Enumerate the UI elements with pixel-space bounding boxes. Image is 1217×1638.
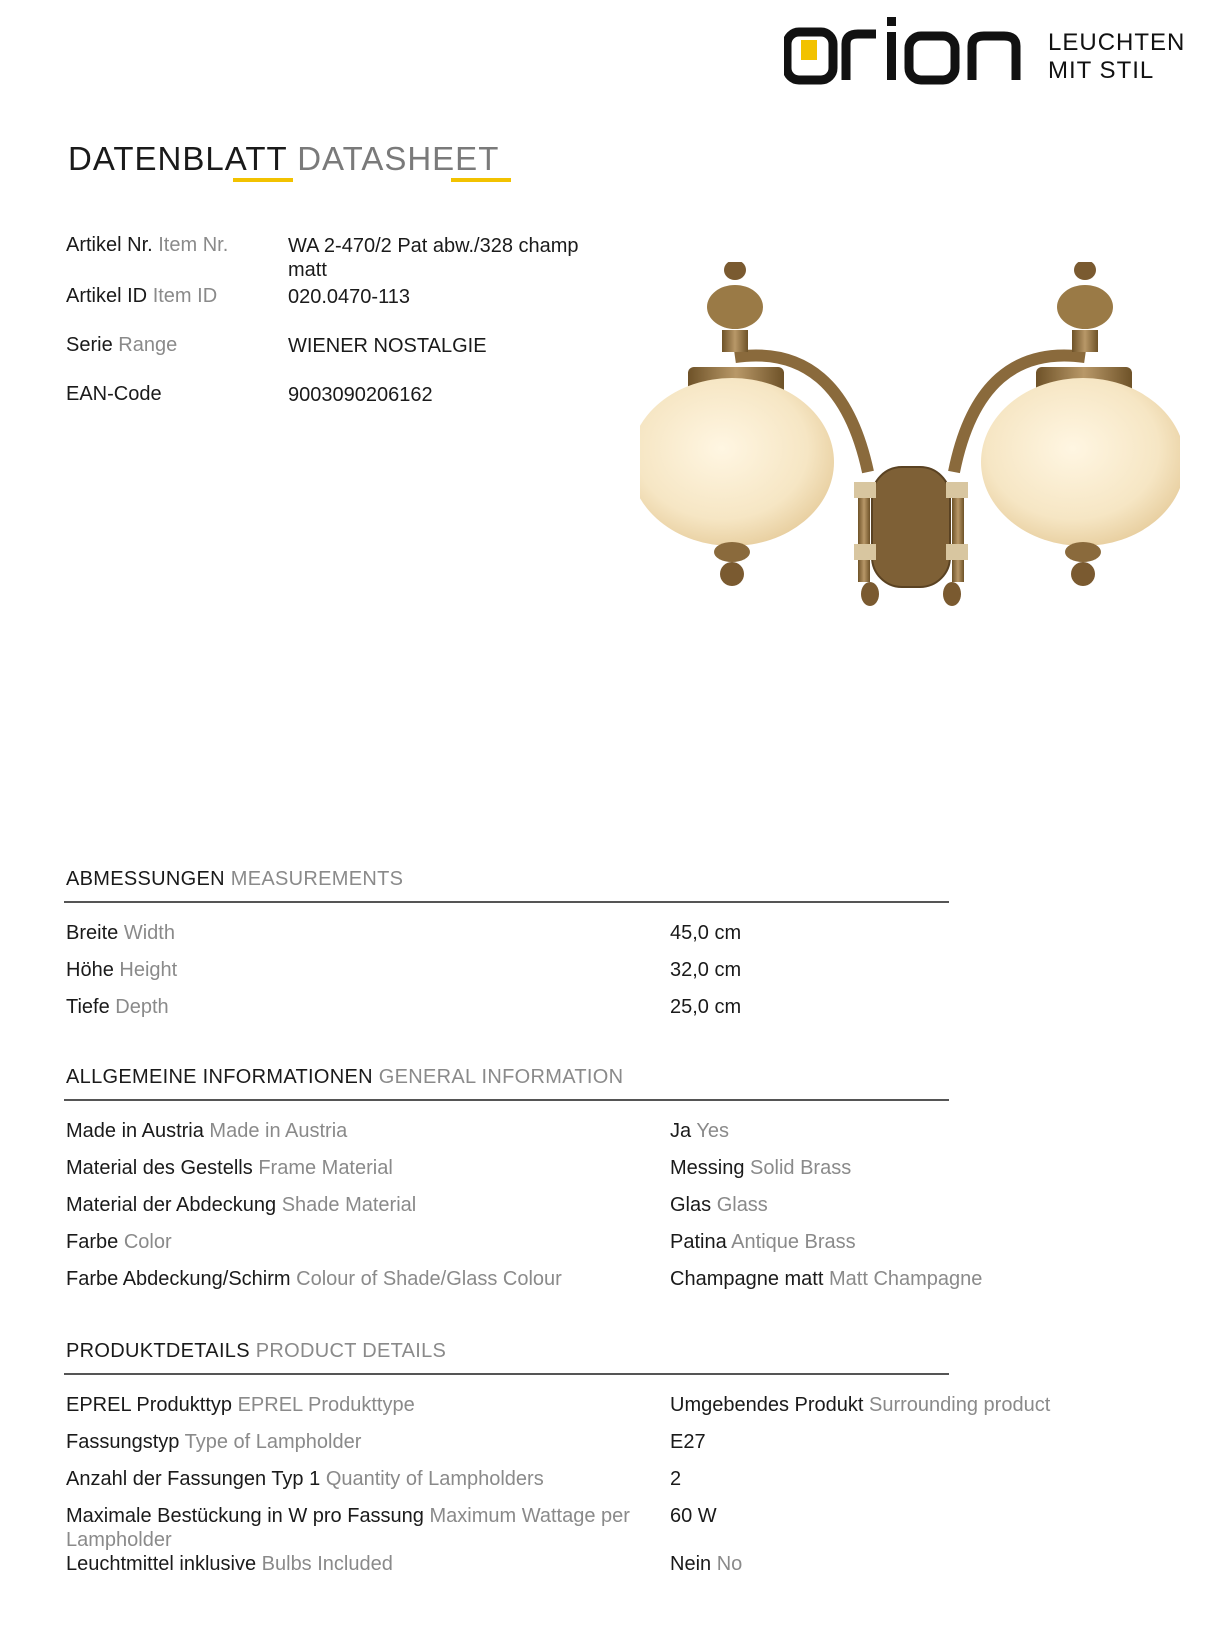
orion-wordmark-icon [784,16,1034,86]
eprel-type-value: Umgebendes Produkt Surrounding product [670,1394,1051,1416]
brand-logo [784,16,1194,86]
article-id-label: Artikel ID Item ID [66,285,218,307]
page-title-de: DATENBLATT [68,140,288,177]
frame-material-label: Material des Gestells Frame Material [66,1157,393,1179]
height-label: Höhe Height [66,959,178,981]
bulbs-included-label: Leuchtmittel inklusive Bulbs Included [66,1553,393,1575]
page-title [68,140,499,178]
height-value: 32,0 cm [670,959,742,981]
section-divider [64,901,949,903]
article-id-value: 020.0470-113 [288,286,410,308]
brand-tagline-2: MIT STIL [1048,57,1155,84]
depth-label: Tiefe Depth [66,996,169,1018]
details-section-title: PRODUKTDETAILS PRODUCT DETAILS [66,1340,447,1362]
width-label: Breite Width [66,922,175,944]
frame-material-value: Messing Solid Brass [670,1157,852,1179]
made-in-value: Ja Yes [670,1120,729,1142]
made-in-label: Made in Austria Made in Austria [66,1120,348,1142]
lampholder-quantity-value: 2 [670,1468,682,1490]
depth-value: 25,0 cm [670,996,742,1018]
brand-tagline-1: LEUCHTEN [1048,29,1186,56]
general-section-title: ALLGEMEINE INFORMATIONEN GENERAL INFORMATION [66,1066,624,1088]
ean-label: EAN-Code [66,383,162,405]
lampholder-type-label: Fassungstyp Type of Lampholder [66,1431,362,1453]
title-underline [233,178,293,182]
shade-material-label: Material der Abdeckung Shade Material [66,1194,417,1216]
bulbs-included-value: Nein No [670,1553,743,1575]
eprel-type-label: EPREL Produkttyp EPREL Produkttype [66,1394,415,1416]
measurements-section-title: ABMESSUNGEN MEASUREMENTS [66,868,404,890]
wall-lamp-two-arm-icon [640,262,1180,642]
range-value: WIENER NOSTALGIE [288,335,487,357]
product-image [640,262,1180,642]
page-title-en: DATASHEET [297,140,500,177]
color-label: Farbe Color [66,1231,172,1253]
ean-value: 9003090206162 [288,384,433,406]
width-value: 45,0 cm [670,922,742,944]
range-label: Serie Range [66,334,178,356]
color-value: Patina Antique Brass [670,1231,856,1253]
title-underline [451,178,511,182]
shade-color-value: Champagne matt Matt Champagne [670,1268,983,1290]
section-divider [64,1099,949,1101]
lampholder-quantity-label: Anzahl der Fassungen Typ 1 Quantity of Lampholders [66,1468,544,1490]
article-number-label: Artikel Nr. Item Nr. [66,234,229,256]
max-wattage-value: 60 W [670,1505,717,1527]
max-wattage-label: Maximale Bestückung in W pro Fassung Maximum Wattage per Lampholder [66,1505,630,1551]
lampholder-type-value: E27 [670,1431,706,1453]
article-number-value: WA 2-470/2 Pat abw./328 champ matt [288,235,579,281]
shade-material-value: Glas Glass [670,1194,768,1216]
section-divider [64,1373,949,1375]
shade-color-label: Farbe Abdeckung/Schirm Colour of Shade/Glass Colour [66,1268,562,1290]
